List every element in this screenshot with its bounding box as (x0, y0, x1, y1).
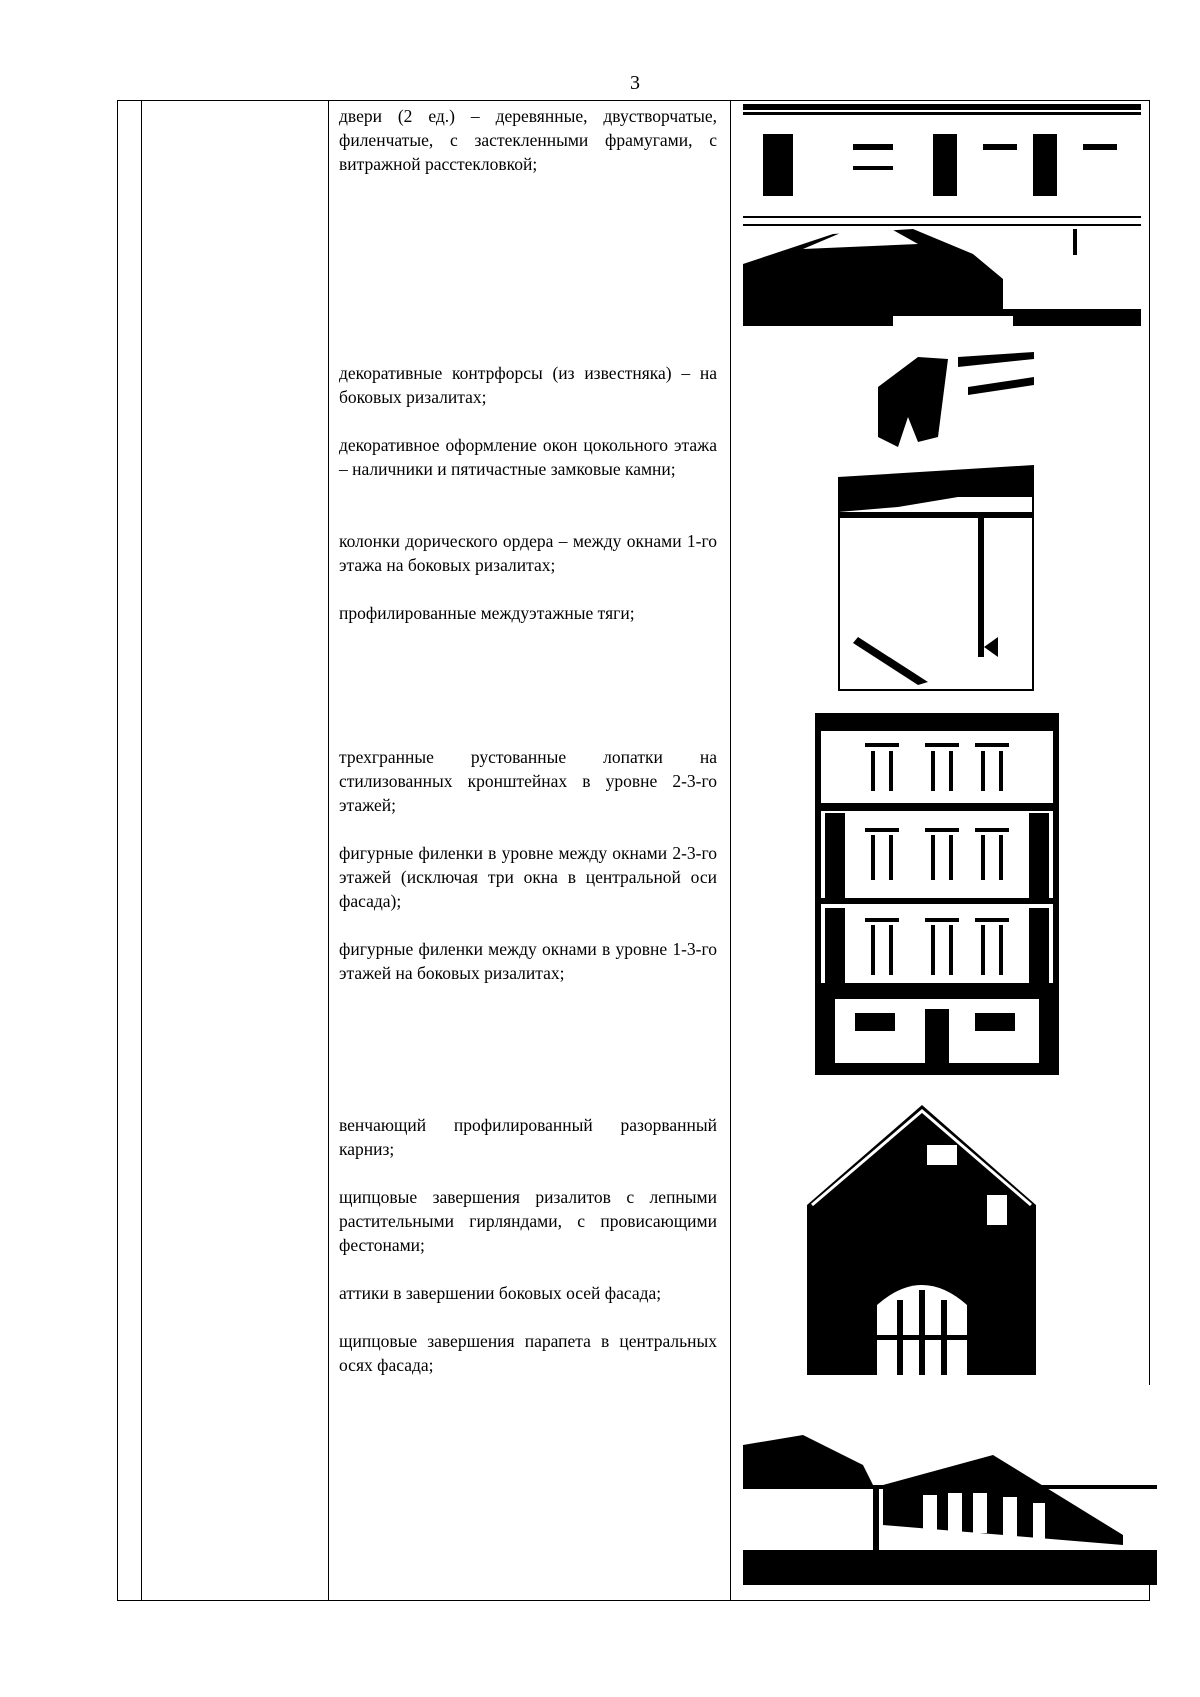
facade-front-photo (815, 713, 1059, 1075)
table-col-line-3 (730, 100, 731, 1600)
facade-doors-photo (743, 104, 1141, 326)
feature-panels-2-3: фигурные филенки в уровне между окнами 2-3-го этажей (исключая три окна в центральной оси фасада); (339, 843, 717, 911)
feature-cornice: венчающий профилированный разорванный карниз; (339, 1115, 717, 1159)
table-col-line-1 (141, 100, 142, 1600)
feature-doors: двери (2 ед.) – деревянные, двустворчатые, филенчатые, с застекленными фрамугами, с витражной расстекловкой; (339, 106, 717, 174)
feature-gables: щипцовые завершения ризалитов с лепными растительными гирляндами, с провисающими фестонами; (339, 1187, 717, 1255)
feature-pilasters: трехгранные рустованные лопатки на стилизованных кронштейнах в уровне 2-3-го этажей; (339, 747, 717, 815)
feature-parapet: щипцовые завершения парапета в центральных осях фасада; (339, 1331, 717, 1375)
buttress-column-photo (838, 347, 1034, 691)
feature-string-courses: профилированные междуэтажные тяги; (339, 603, 635, 623)
feature-buttresses: декоративные контрфорсы (из известняка) – на боковых ризалитах; (339, 363, 717, 407)
table-border-bottom (117, 1600, 1150, 1601)
gable-photo (807, 1105, 1036, 1375)
feature-doric-columns: колонки дорического ордера – между окнами 1-го этажа на боковых ризалитах; (339, 531, 717, 575)
page-number: 3 (630, 72, 640, 94)
table-col-line-2 (328, 100, 329, 1600)
table-border-top (117, 100, 1150, 101)
feature-panels-1-3: фигурные филенки между окнами в уровне 1-3-го этажей на боковых ризалитах; (339, 939, 717, 983)
table-border-right (1149, 100, 1150, 1385)
feature-attics: аттики в завершении боковых осей фасада; (339, 1283, 662, 1303)
feature-basement-windows: декоративное оформление окон цокольного этажа – наличники и пятичастные замковые камни; (339, 435, 717, 479)
street-photo (743, 1425, 1157, 1585)
table-border-left (117, 100, 118, 1600)
